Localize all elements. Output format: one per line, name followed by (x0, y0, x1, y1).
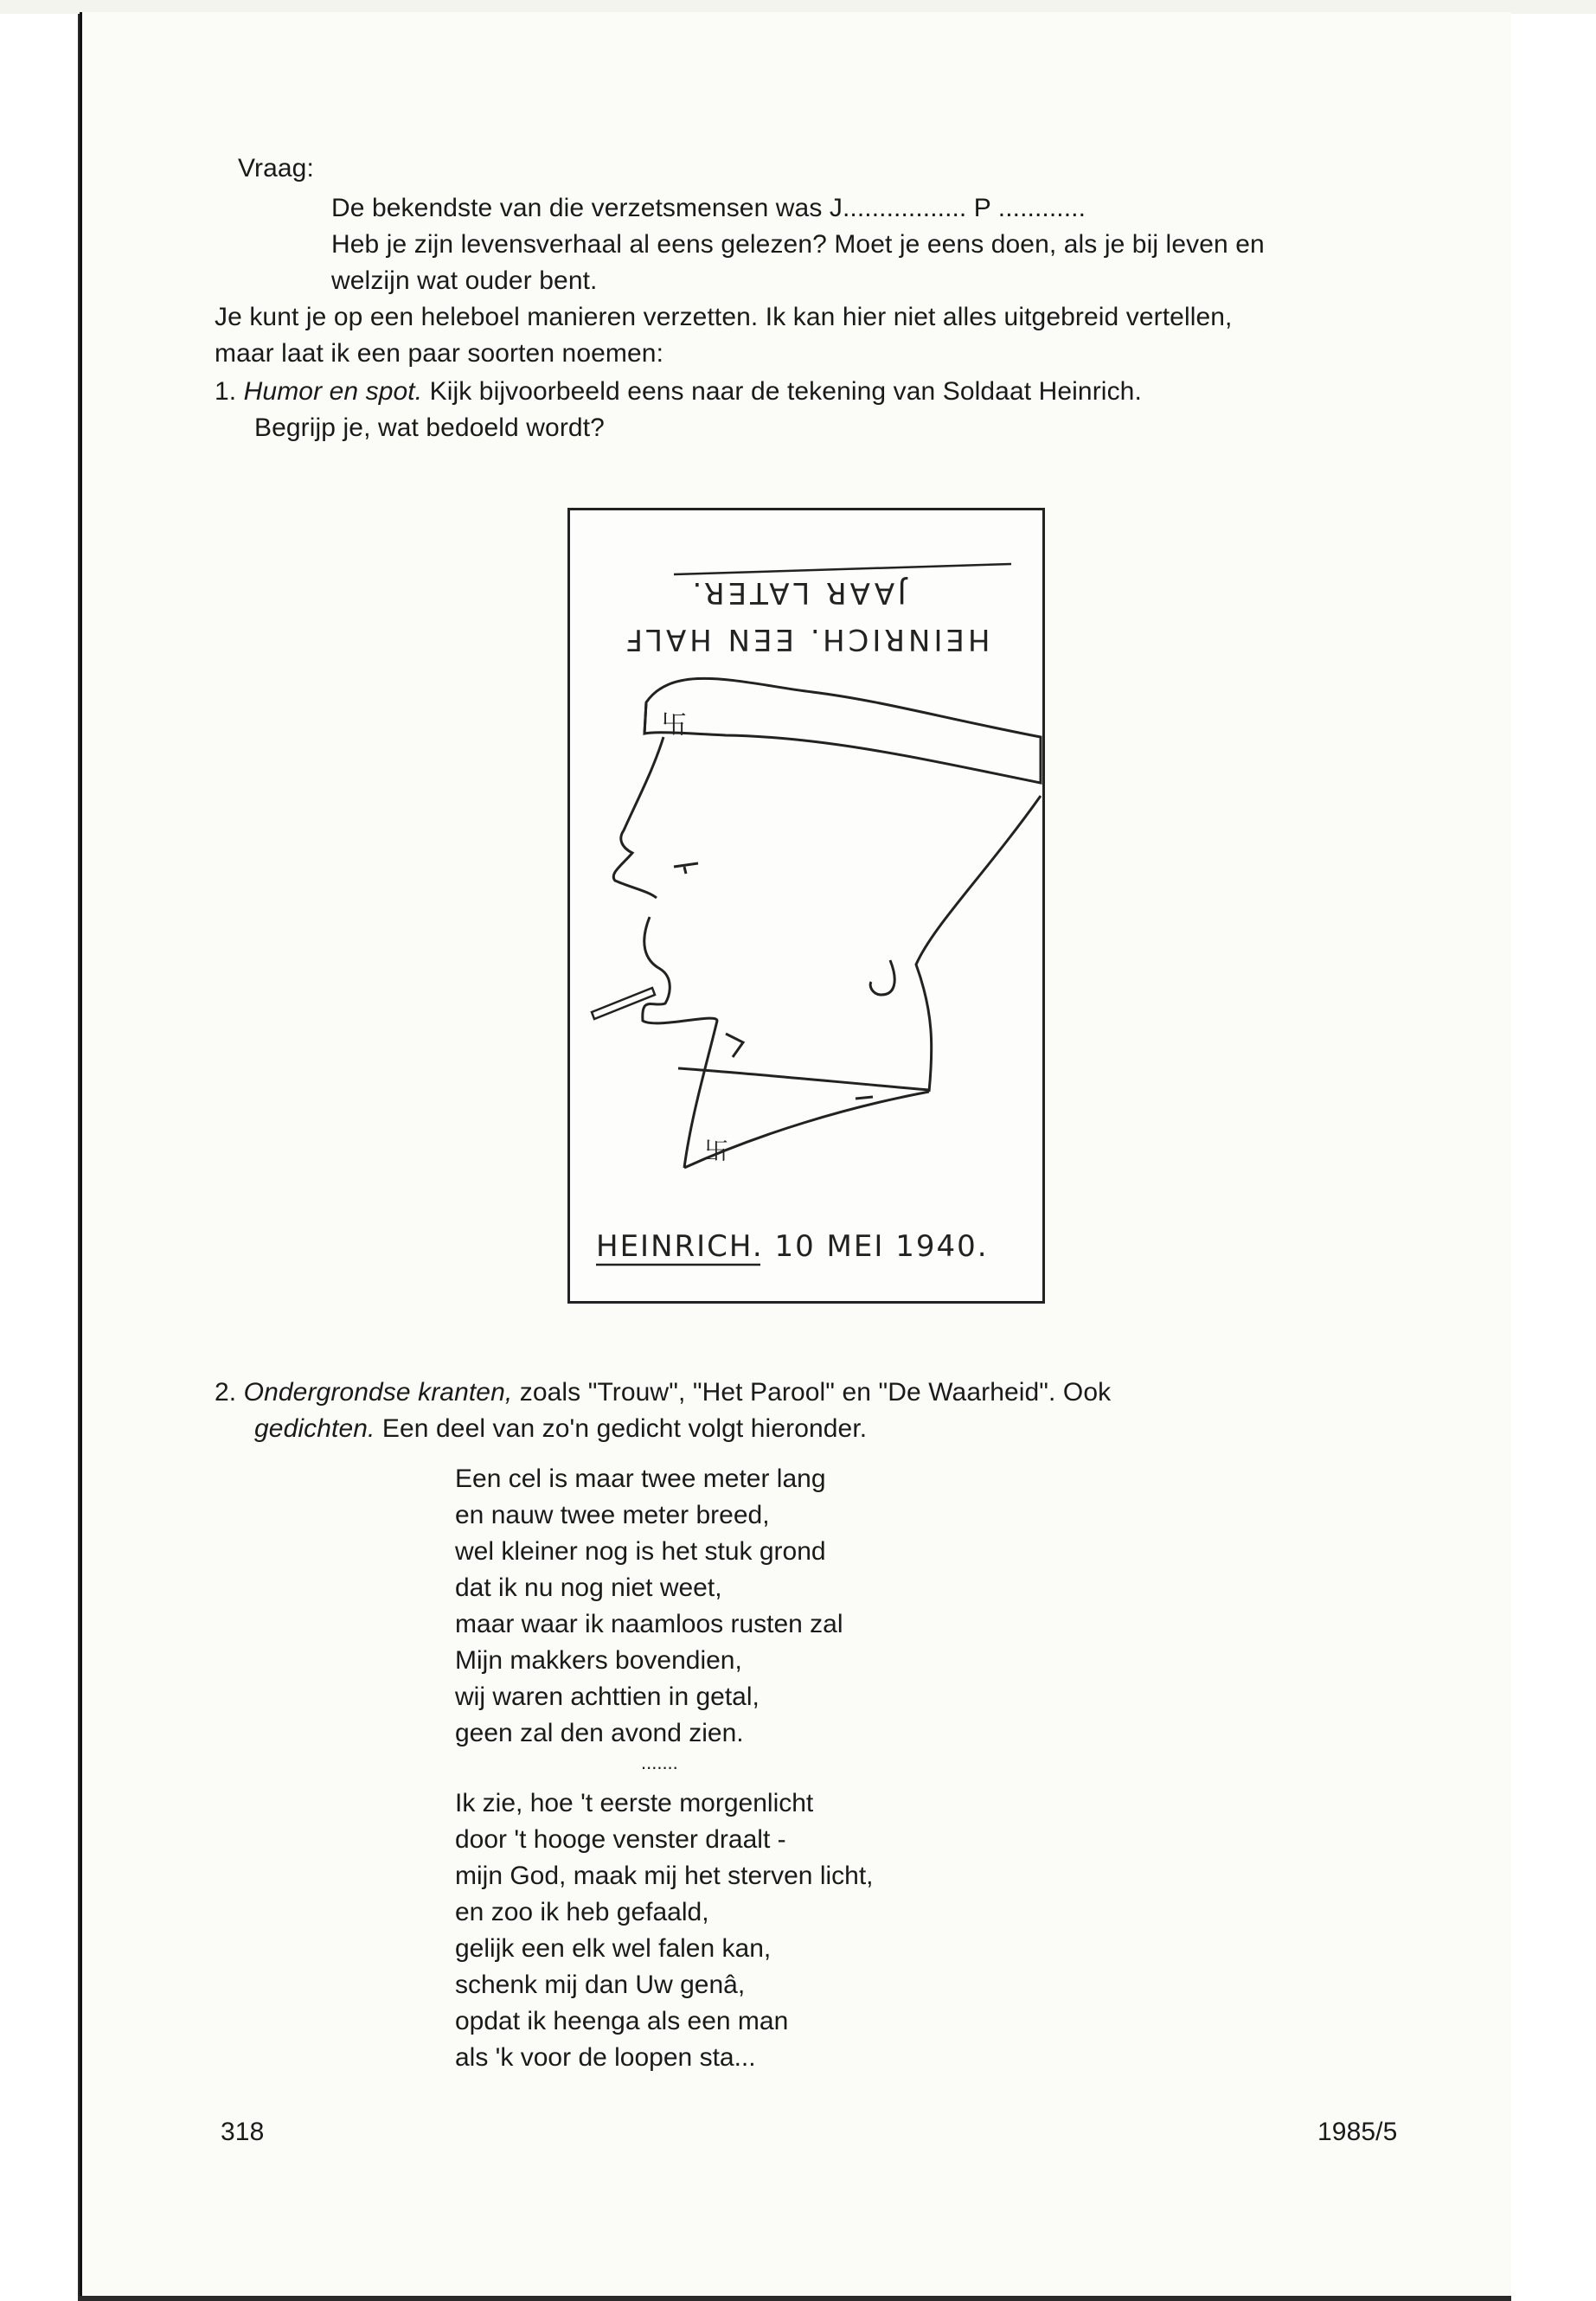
cheek-mark (726, 1034, 743, 1057)
heinrich-drawing (567, 508, 1045, 1304)
poem-stanza-2 (455, 1785, 874, 2076)
top-caption-line-2: JAAR LATER. (689, 575, 907, 610)
poem-line: schenk mij dan Uw genâ, (455, 1971, 746, 1999)
upside-down-caption (622, 575, 990, 657)
poem-line: en nauw twee meter breed, (455, 1501, 770, 1529)
question-line-2: Heb je zijn levensverhaal al eens gelezen? Moet je eens doen, als je bij leven en (331, 230, 1265, 259)
poem-line: maar waar ik naamloos rusten zal (455, 1610, 843, 1638)
neck-mark (856, 1097, 873, 1099)
issue-number: 1985/5 (1317, 2118, 1398, 2146)
item-1-line-2: Begrijp je, wat bedoeld wordt? (254, 413, 605, 442)
face-profile (613, 737, 663, 898)
eye (674, 863, 698, 874)
chin-neck (643, 917, 717, 1168)
cap-edge (644, 702, 646, 734)
poem-line: Ik zie, hoe 't eerste morgenlicht (455, 1789, 814, 1817)
poem-line: door 't hooge venster draalt - (455, 1825, 786, 1854)
back-of-head (916, 796, 1041, 1092)
poem-line: Een cel is maar twee meter lang (455, 1465, 826, 1493)
question-label: Vraag: (238, 154, 314, 183)
top-caption-line-1: HEINRICH. EEN HALF (622, 622, 990, 657)
item-2-text-2: Een deel van zo'n gedicht volgt hieronder. (375, 1414, 868, 1443)
ear (870, 960, 894, 995)
item-2-line-1 (215, 1375, 1111, 1411)
cap-emblem: 卐 (661, 710, 687, 740)
intro-line-2: maar laat ik een paar soorten noemen: (215, 339, 664, 368)
drawing-svg (570, 510, 1042, 1301)
item-1-number: 1. (215, 377, 237, 406)
cap-outline (644, 678, 1041, 783)
poem-line: en zoo ik heb gefaald, (455, 1898, 709, 1926)
poem-line: gelijk een elk wel falen kan, (455, 1934, 772, 1963)
poem-line: wij waren achttien in getal, (455, 1682, 760, 1711)
poem-separator: ....... (641, 1752, 678, 1773)
bottom-caption: HEINRICH. 10 MEI 1940. (596, 1229, 989, 1264)
poem-line: dat ik nu nog niet weet, (455, 1574, 722, 1602)
question-line-3: welzijn wat ouder bent. (331, 266, 598, 295)
poem-stanza-1 (455, 1461, 843, 1752)
item-2-title-2: gedichten. (254, 1414, 375, 1443)
document-page (80, 12, 1511, 2296)
intro-line-1: Je kunt je op een heleboel manieren verzetten. Ik kan hier niet alles uitgebreid vertellen, (215, 303, 1233, 331)
collar-emblem: 卐 (704, 1137, 729, 1165)
item-1-text: Kijk bijvoorbeeld eens naar de tekening van Soldaat Heinrich. (422, 377, 1142, 406)
cigarette (592, 988, 655, 1019)
item-2-number: 2. (215, 1378, 237, 1407)
item-1-line-1 (215, 374, 1142, 410)
scan-margin-right (1511, 0, 1596, 2301)
item-2-title: Ondergrondse kranten, (243, 1378, 513, 1407)
poem-line: wel kleiner nog is het stuk grond (455, 1537, 826, 1566)
poem-line: geen zal den avond zien. (455, 1719, 744, 1747)
page-number: 318 (221, 2118, 265, 2146)
collar-top (678, 1068, 929, 1090)
item-2-text: zoals "Trouw", "Het Parool" en "De Waarheid". Ook (512, 1378, 1112, 1407)
caption-underline (674, 564, 1011, 574)
question-line-1: De bekendste van die verzetsmensen was J................. P ............ (331, 194, 1086, 222)
poem-line: opdat ik heenga als een man (455, 2007, 789, 2035)
poem-line: mijn God, maak mij het sterven licht, (455, 1862, 874, 1890)
item-2-line-2 (254, 1411, 867, 1447)
poem-line: Mijn makkers bovendien, (455, 1646, 742, 1675)
scan-margin-left (0, 0, 78, 2301)
item-1-title: Humor en spot. (243, 377, 423, 406)
poem-line: als 'k voor de loopen sta... (455, 2043, 756, 2072)
